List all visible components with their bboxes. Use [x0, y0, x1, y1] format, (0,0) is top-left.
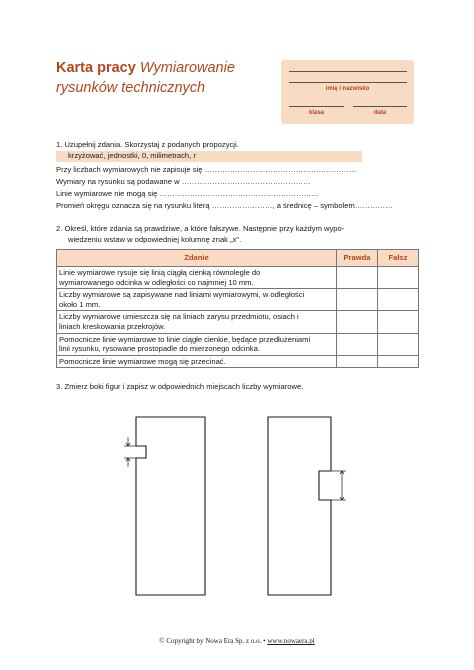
date-label: data [373, 110, 387, 116]
statement-cell: Pomocnicze linie wymiarowe to linie ciągłe cienkie, będące przedłużeniami linii rysunku, rysowane prostopadle do mierzonego odcinka. [57, 333, 337, 355]
title-italic-2: rysunków technicznych [56, 80, 206, 96]
header-false: Fałsz [378, 250, 419, 267]
task1-line-4[interactable]: Promień okręgu oznacza się na rysunku literą ……………………, a średnicę – symbolem…………… [56, 201, 393, 210]
name-label: imię i nazwisko [325, 86, 370, 92]
task3-instruction: 3. Zmierz boki figur i zapisz w odpowiednich miejscach liczby wymiarowe. [56, 382, 304, 391]
figure-1-outline [136, 417, 205, 595]
publisher-link[interactable]: www.nowaera.pl [267, 637, 315, 645]
statement-cell: Linie wymiarowe rysuje się linią ciągłą cienką równolegle do wymiarowanego odcinka w odległości co najmniej 10 mm. [57, 267, 337, 289]
header-statement: Zdanie [57, 250, 337, 267]
header-true: Prawda [337, 250, 378, 267]
task2-instruction-2: wiedzeniu wstaw w odpowiedniej kolumnę znak „x". [68, 235, 242, 244]
class-label: klasa [308, 110, 324, 116]
footer [0, 637, 474, 645]
statement-cell: Pomocnicze linie wymiarowe mogą się przecinać. [57, 355, 337, 368]
task1-instruction: 1. Uzupełnij zdania. Skorzystaj z podanych propozycji. [56, 140, 239, 149]
task1-options: krzyżować, jednostki, 0, milimetrach, r [56, 151, 362, 162]
task1-line-1[interactable]: Przy liczbach wymiarowych nie zapisuje się …………………………………………………… [56, 165, 357, 174]
copyright-text: © Copyright by Nowa Era Sp. z o.o. • [159, 637, 266, 645]
figure-2-outline [268, 417, 331, 595]
task1-line-3[interactable]: Linie wymiarowe nie mogą się ……………………………………………………… [56, 189, 319, 198]
statement-cell: Liczby wymiarowe są zapisywane nad liniami wymiarowymi, w odległości około 1 mm. [57, 289, 337, 311]
task2-instruction-1: 2. Określ, które zdania są prawdziwe, a które fałszywe. Następnie przy każdym wypo- [56, 224, 345, 233]
figure-2-dimension [331, 471, 346, 500]
task1-line-2[interactable]: Wymiary na rysunku są podawane w …………………………………………… [56, 177, 311, 186]
title-italic-1: Wymiarowanie [139, 60, 235, 76]
figure-1-dimension [124, 437, 136, 467]
statement-cell: Liczby wymiarowe umieszcza się na liniach zarysu przedmiotu, osiach i liniach kreskowania przekrojów. [57, 311, 337, 333]
title-bold: Karta pracy [56, 60, 136, 76]
